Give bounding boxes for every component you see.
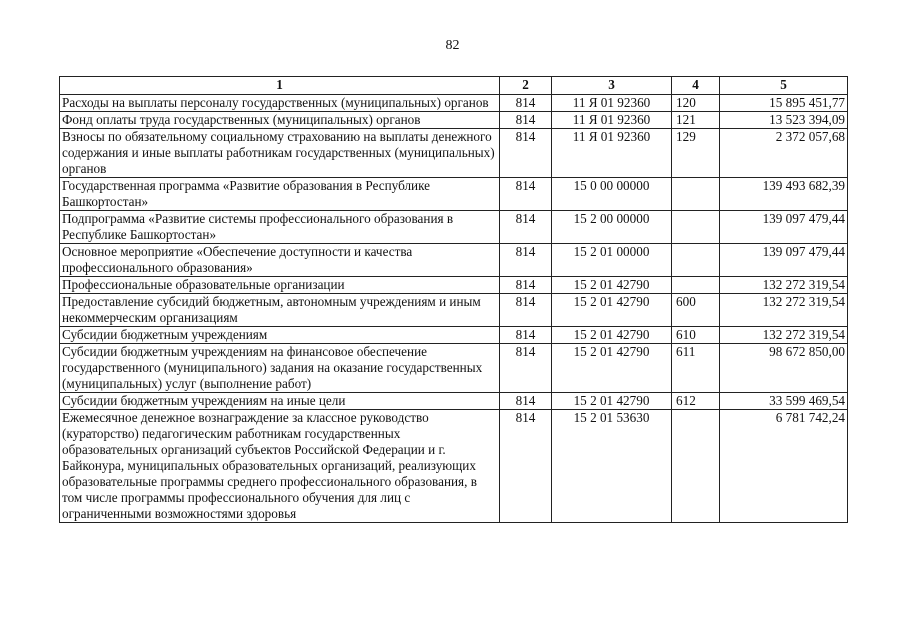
cell-ministry: 814 — [500, 393, 552, 410]
cell-expense — [672, 244, 720, 277]
cell-name: Субсидии бюджетным учреждениям — [60, 327, 500, 344]
cell-amount: 33 599 469,54 — [720, 393, 848, 410]
cell-expense: 120 — [672, 95, 720, 112]
cell-ministry: 814 — [500, 95, 552, 112]
cell-target: 15 2 01 42790 — [552, 327, 672, 344]
cell-ministry: 814 — [500, 178, 552, 211]
header-cell-ministry: 2 — [500, 77, 552, 95]
cell-target: 15 2 01 42790 — [552, 344, 672, 393]
table-row — [60, 112, 848, 129]
cell-expense: 129 — [672, 129, 720, 178]
cell-name: Расходы на выплаты персоналу государственных (муниципальных) органов — [60, 95, 500, 112]
table-row — [60, 344, 848, 393]
table-row — [60, 95, 848, 112]
cell-target: 11 Я 01 92360 — [552, 129, 672, 178]
cell-target: 15 2 01 42790 — [552, 294, 672, 327]
cell-amount: 132 272 319,54 — [720, 327, 848, 344]
table-row — [60, 277, 848, 294]
cell-amount: 15 895 451,77 — [720, 95, 848, 112]
cell-target: 15 0 00 00000 — [552, 178, 672, 211]
cell-ministry: 814 — [500, 410, 552, 523]
cell-ministry: 814 — [500, 129, 552, 178]
cell-ministry: 814 — [500, 211, 552, 244]
cell-amount: 139 097 479,44 — [720, 211, 848, 244]
page-number: 82 — [445, 38, 460, 53]
cell-target: 15 2 01 42790 — [552, 277, 672, 294]
cell-ministry: 814 — [500, 294, 552, 327]
cell-amount: 98 672 850,00 — [720, 344, 848, 393]
cell-name: Субсидии бюджетным учреждениям на иные цели — [60, 393, 500, 410]
table-header-row — [60, 77, 848, 95]
cell-ministry: 814 — [500, 327, 552, 344]
table-row — [60, 129, 848, 178]
cell-amount: 139 493 682,39 — [720, 178, 848, 211]
cell-amount: 13 523 394,09 — [720, 112, 848, 129]
cell-expense: 121 — [672, 112, 720, 129]
cell-target: 15 2 00 00000 — [552, 211, 672, 244]
table-row — [60, 327, 848, 344]
cell-name: Государственная программа «Развитие образования в Республике Башкортостан» — [60, 178, 500, 211]
cell-target: 11 Я 01 92360 — [552, 112, 672, 129]
cell-name: Фонд оплаты труда государственных (муниципальных) органов — [60, 112, 500, 129]
cell-expense: 611 — [672, 344, 720, 393]
table-row — [60, 211, 848, 244]
cell-amount: 132 272 319,54 — [720, 277, 848, 294]
header-cell-expense: 4 — [672, 77, 720, 95]
cell-name: Подпрограмма «Развитие системы профессионального образования в Республике Башкортостан» — [60, 211, 500, 244]
cell-ministry: 814 — [500, 112, 552, 129]
budget-table — [59, 76, 848, 523]
table-row — [60, 178, 848, 211]
cell-target: 11 Я 01 92360 — [552, 95, 672, 112]
cell-target: 15 2 01 00000 — [552, 244, 672, 277]
header-cell-amount: 5 — [720, 77, 848, 95]
cell-expense — [672, 211, 720, 244]
table-row — [60, 410, 848, 523]
table-row — [60, 294, 848, 327]
cell-name: Профессиональные образовательные организации — [60, 277, 500, 294]
cell-name: Взносы по обязательному социальному страхованию на выплаты денежного содержания и иные выплаты работникам государственных (муниципальных) органов — [60, 129, 500, 178]
cell-ministry: 814 — [500, 344, 552, 393]
cell-expense — [672, 178, 720, 211]
cell-ministry: 814 — [500, 277, 552, 294]
cell-amount: 139 097 479,44 — [720, 244, 848, 277]
cell-expense: 612 — [672, 393, 720, 410]
cell-expense: 600 — [672, 294, 720, 327]
cell-expense — [672, 277, 720, 294]
cell-expense: 610 — [672, 327, 720, 344]
cell-amount: 132 272 319,54 — [720, 294, 848, 327]
header-cell-name: 1 — [60, 77, 500, 95]
table-row — [60, 393, 848, 410]
cell-target: 15 2 01 42790 — [552, 393, 672, 410]
cell-expense — [672, 410, 720, 523]
cell-amount: 6 781 742,24 — [720, 410, 848, 523]
cell-name: Ежемесячное денежное вознаграждение за классное руководство (кураторство) педагогическим работникам государственных образовательных организаций субъектов Российской Федерации и г. Байконура, муниципальных образовательных организаций, реализующих образовательные программы среднего профессионального образования, в том числе программы профессионального обучения для лиц с ограниченными возможностями здоровья — [60, 410, 500, 523]
cell-ministry: 814 — [500, 244, 552, 277]
header-cell-target: 3 — [552, 77, 672, 95]
cell-name: Предоставление субсидий бюджетным, автономным учреждениям и иным некоммерческим организациям — [60, 294, 500, 327]
cell-name: Основное мероприятие «Обеспечение доступности и качества профессионального образования» — [60, 244, 500, 277]
cell-amount: 2 372 057,68 — [720, 129, 848, 178]
table-row — [60, 244, 848, 277]
cell-name: Субсидии бюджетным учреждениям на финансовое обеспечение государственного (муниципального) задания на оказание государственных (муниципальных) услуг (выполнение работ) — [60, 344, 500, 393]
cell-target: 15 2 01 53630 — [552, 410, 672, 523]
